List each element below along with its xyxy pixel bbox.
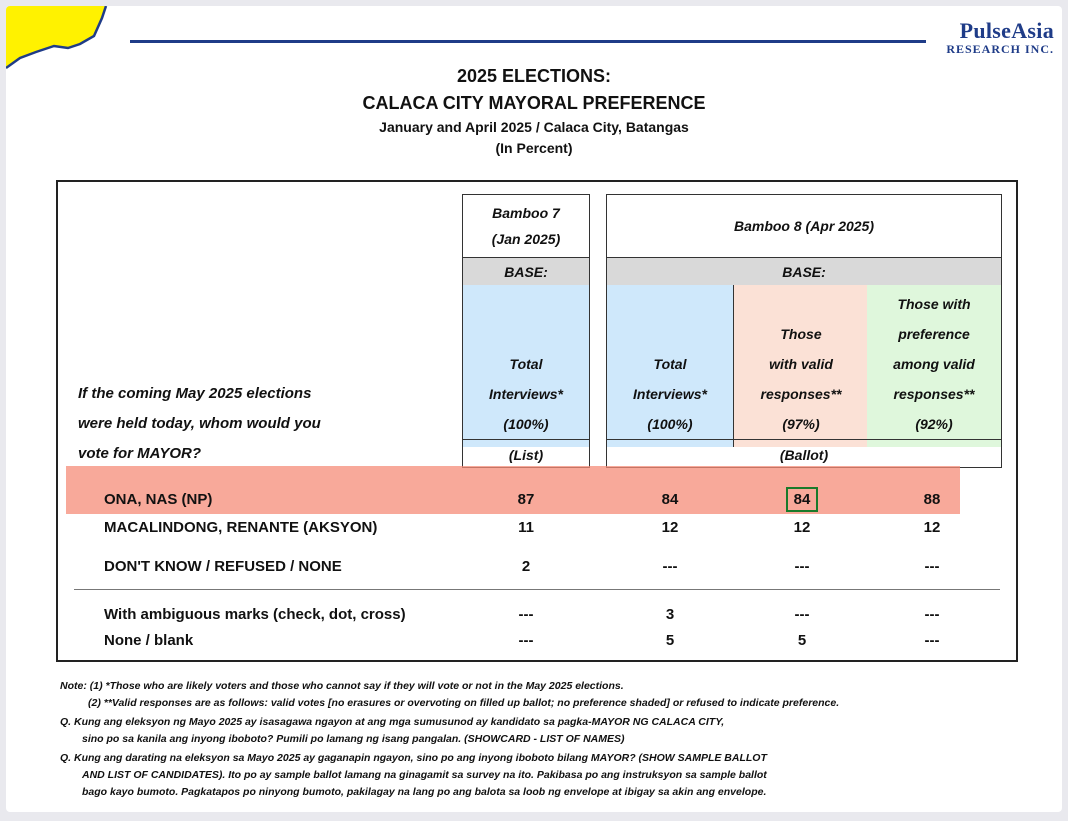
- survey-question: If the coming May 2025 elections were held today, whom would you vote for MAYOR?: [78, 385, 321, 462]
- footnotes: [60, 678, 1020, 801]
- pulse-asia-logo: [946, 20, 1054, 56]
- candidate-name: MACALINDONG, RENANTE (AKSYON): [104, 519, 378, 536]
- bamboo7-column: [462, 194, 590, 468]
- question-2-line3: bago kayo bumoto. Pagkatapos po ninyong bumoto, pakilagay na lang po ang balota sa loob ng envelope at ibigay sa akin ang envelope.: [82, 786, 767, 798]
- value-b7: 11: [518, 519, 534, 536]
- value-b8-pref: 12: [923, 519, 941, 536]
- value-b8-total: 5: [665, 632, 675, 649]
- bamboo7-total-interviews: Total Interviews* (100%): [463, 285, 589, 447]
- value-b7: ---: [518, 606, 534, 623]
- table-row: [58, 519, 1016, 543]
- response-name: None / blank: [104, 632, 194, 649]
- bamboo8-base: BASE:: [607, 257, 1001, 287]
- bamboo7-header: Bamboo 7 (Jan 2025): [491, 205, 561, 247]
- bamboo8-ballot-label: (Ballot): [607, 439, 1001, 470]
- value-b8-valid: 5: [797, 632, 807, 649]
- table-row: [58, 491, 1016, 515]
- value-b8-pref: 88: [923, 491, 941, 508]
- title-line2: CALACA CITY MAYORAL PREFERENCE: [362, 93, 706, 113]
- value-b8-valid: 12: [793, 519, 811, 536]
- question-2-line2: AND LIST OF CANDIDATES). Ito po ay sample ballot lamang na ginagamit sa survey na ito. Pakibasa po ang instruksyon sa sample ballot: [82, 769, 767, 781]
- row-divider: [74, 589, 1000, 590]
- bamboo8-column: [606, 194, 1002, 468]
- note-1: Note: (1) *Those who are likely voters and those who cannot say if they will vote or not in the May 2025 elections.: [60, 680, 624, 692]
- bamboo7-list-label: (List): [463, 439, 589, 470]
- header-rule: [130, 40, 926, 43]
- value-b8-valid: ---: [794, 558, 810, 575]
- value-b7: 2: [521, 558, 531, 575]
- table-row: [58, 632, 1016, 656]
- value-b8-total: 84: [661, 491, 679, 508]
- bamboo8-valid-responses: Those with valid responses** (97%): [733, 285, 869, 447]
- bamboo7-base: BASE:: [463, 257, 589, 287]
- value-b8-total: 3: [665, 606, 675, 623]
- bamboo8-preference: Those with preference among valid responses** (92%): [867, 285, 1001, 447]
- table-row: [58, 606, 1016, 630]
- title-line4: (In Percent): [495, 140, 573, 156]
- response-name: With ambiguous marks (check, dot, cross): [104, 606, 406, 623]
- question-1-line2: sino po sa kanila ang inyong iboboto? Pumili po lamang ng isang pangalan. (SHOWCARD - LIST OF NAMES): [82, 733, 625, 745]
- bamboo8-header: Bamboo 8 (Apr 2025): [733, 218, 875, 234]
- value-b8-valid-boxed: 84: [786, 487, 819, 512]
- value-b8-total: ---: [662, 558, 678, 575]
- question-1-line1: Q. Kung ang eleksyon ng Mayo 2025 ay isasagawa ngayon at ang mga sumusunod ay kandidato sa pagka-MAYOR NG CALACA CITY,: [60, 716, 725, 728]
- value-b8-valid: ---: [794, 606, 810, 623]
- candidate-name: ONA, NAS (NP): [104, 491, 213, 508]
- note-2: (2) **Valid responses are as follows: valid votes [no erasures or overvoting on filled up ballot; no preference shaded] or refused to indicate preference.: [88, 697, 840, 709]
- value-b8-pref: ---: [924, 606, 940, 623]
- results-table: [56, 180, 1018, 662]
- bamboo8-total-interviews: Total Interviews* (100%): [607, 285, 733, 447]
- value-b7: ---: [518, 632, 534, 649]
- title-line3: January and April 2025 / Calaca City, Batangas: [379, 119, 689, 135]
- candidate-name: DON'T KNOW / REFUSED / NONE: [104, 558, 342, 575]
- table-row: [58, 558, 1016, 582]
- value-b7: 87: [517, 491, 535, 508]
- question-2-line1: Q. Kung ang darating na eleksyon sa Mayo 2025 ay gaganapin ngayon, sino po ang inyong iboboto bilang MAYOR? (SHOW SAMPLE BALLOT: [60, 752, 767, 764]
- slide: [6, 6, 1062, 812]
- title-line1: 2025 ELECTIONS:: [456, 66, 612, 86]
- logo-line1: PulseAsia: [959, 18, 1054, 43]
- value-b8-total: 12: [661, 519, 679, 536]
- logo-line2: RESEARCH INC.: [946, 42, 1054, 56]
- value-b8-pref: ---: [924, 558, 940, 575]
- value-b8-pref: ---: [924, 632, 940, 649]
